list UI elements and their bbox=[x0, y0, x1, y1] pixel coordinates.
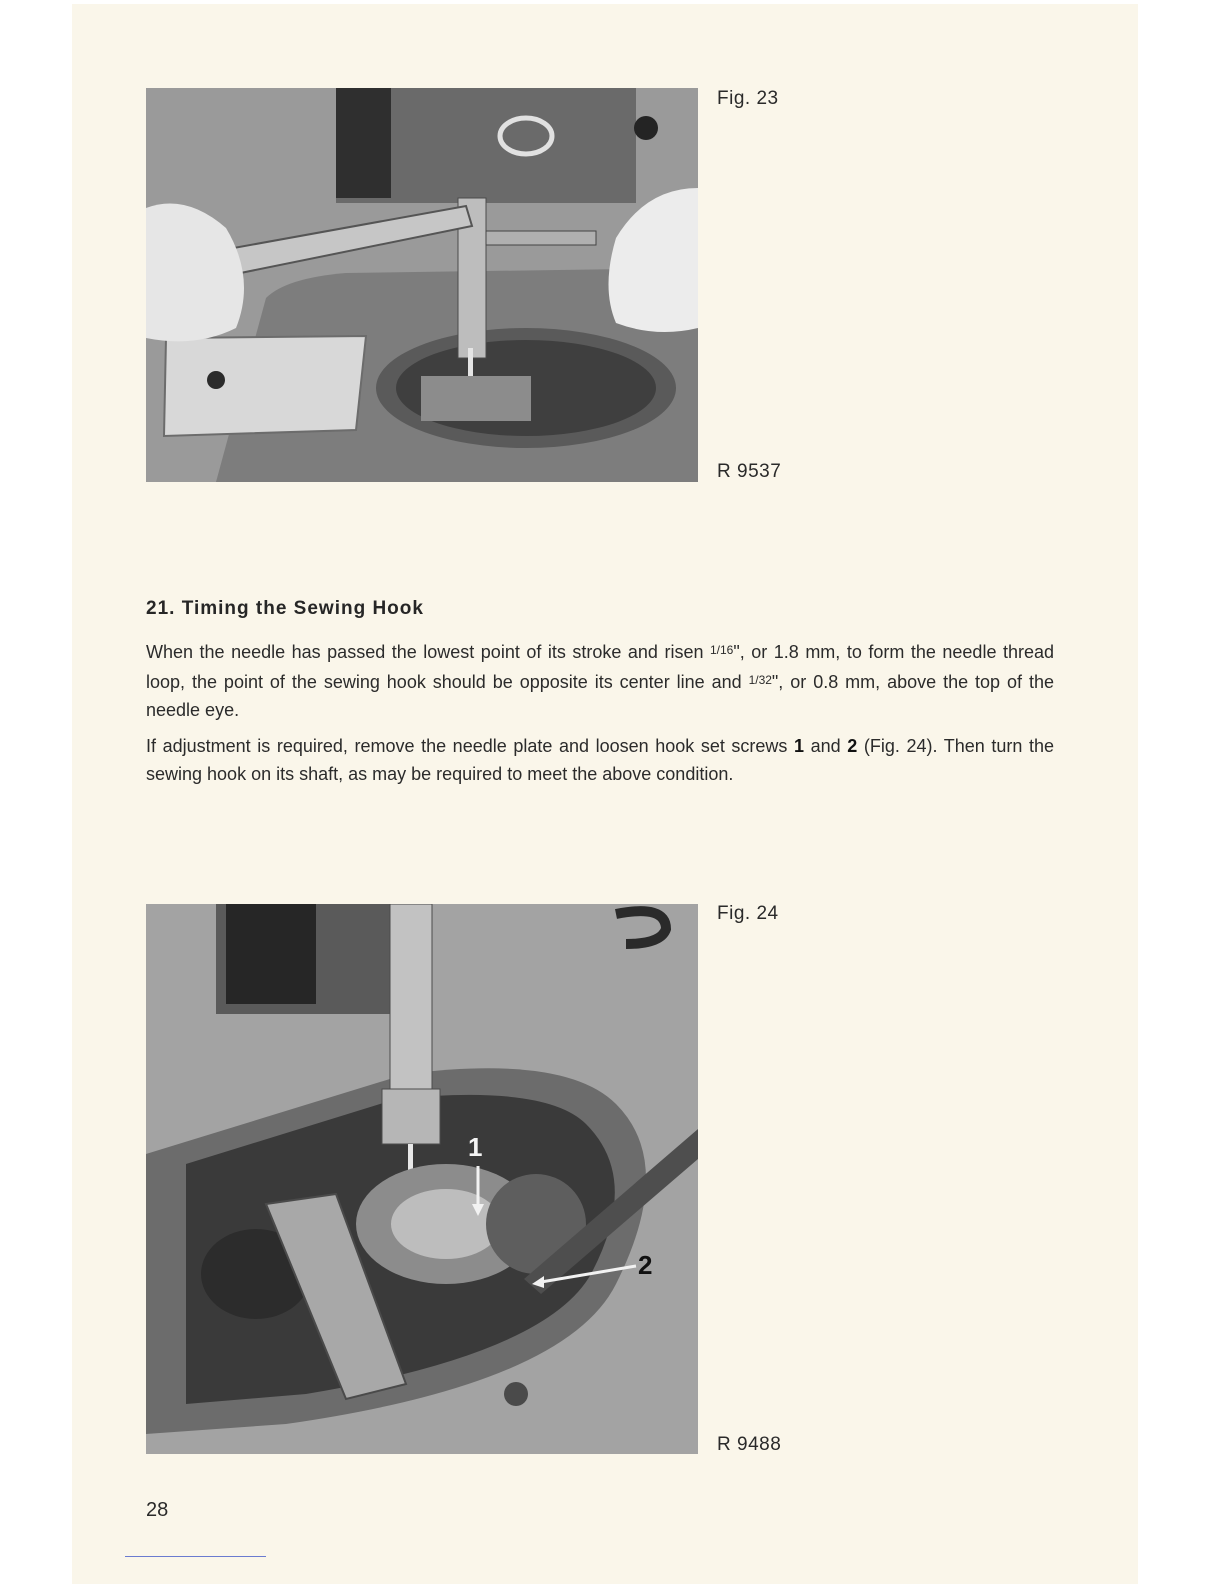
fig-24-photo bbox=[146, 904, 698, 1454]
paragraph-adjustment: If adjustment is required, remove the needle plate and loosen hook set screws 1 and 2 (Fig. 24). Then turn the sewing hook on its shaft, as may be required to meet the above condition. bbox=[146, 736, 1054, 784]
screw-ref-2: 2 bbox=[847, 736, 858, 756]
fraction-1-32: 1/32 bbox=[748, 673, 772, 687]
fig-24-illustration bbox=[146, 904, 698, 1454]
page-number: 28 bbox=[146, 1499, 169, 1521]
fig-23-reference: R 9537 bbox=[717, 461, 782, 482]
callout-2: 2 bbox=[638, 1250, 653, 1280]
fig-23-illustration bbox=[146, 88, 698, 482]
bottom-rule bbox=[125, 1556, 266, 1557]
fig-24-reference: R 9488 bbox=[717, 1434, 782, 1455]
paragraph-timing-condition: When the needle has passed the lowest point of its stroke and risen $^{1/16}$", or 1.8 mm, to form the needle thread loop, the point of the sewing hook should be opposite its center line and $^{1/32}$", or 0.8 mm, above the top of the needle eye. bbox=[146, 642, 1055, 720]
fig-23-photo bbox=[146, 88, 698, 482]
fig-23-label: Fig. 23 bbox=[717, 88, 779, 109]
fig-24-label: Fig. 24 bbox=[717, 903, 779, 924]
callout-1: 1 bbox=[468, 1132, 483, 1162]
fraction-1-16: 1/16 bbox=[710, 643, 734, 657]
screw-ref-1: 1 bbox=[794, 736, 805, 756]
section-heading: 21. Timing the Sewing Hook bbox=[146, 598, 424, 619]
